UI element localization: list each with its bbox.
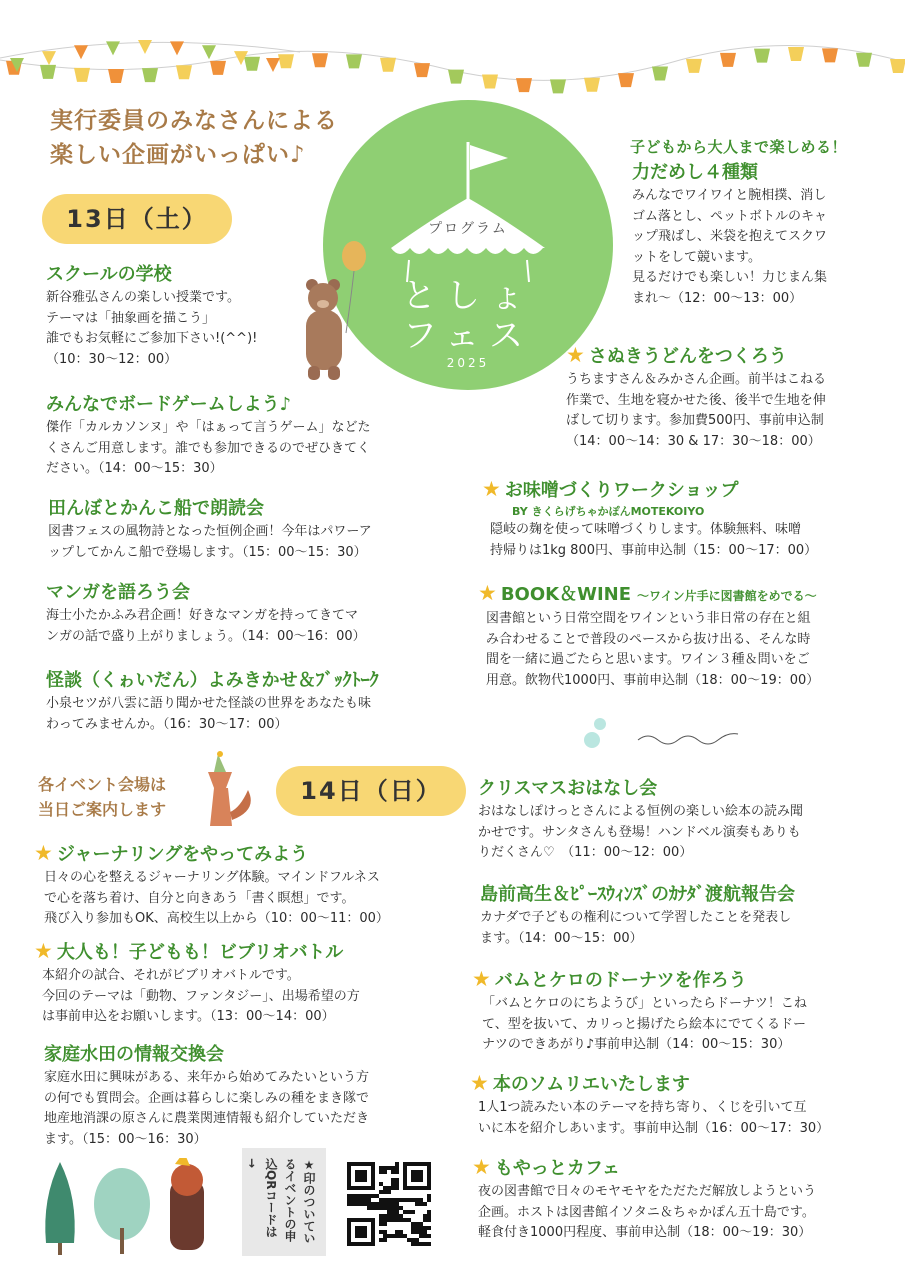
event-donut [472, 966, 887, 1056]
event-miso [482, 476, 882, 561]
bunting-flag [210, 61, 226, 75]
bunting-flag [142, 68, 158, 82]
venue-note [38, 772, 166, 822]
event-title [482, 476, 882, 504]
event-udon [566, 342, 886, 452]
bunting-flag [652, 66, 668, 80]
star-icon: ★ [34, 841, 53, 865]
bunting-flag [516, 78, 532, 92]
event-kwaidan [46, 668, 446, 735]
program-label: プログラム [428, 221, 508, 237]
event-title-text: BOOK＆WINE [500, 584, 632, 605]
bunting-flag [550, 79, 566, 93]
venue-note-line-2: 当日ご案内します [38, 800, 167, 819]
event-manga [46, 580, 446, 647]
event-title: クリスマスおはなし会 [478, 778, 658, 799]
star-icon: ★ [482, 477, 501, 501]
event-title-text: もやっとカフェ [494, 1158, 620, 1179]
bunting-flag [176, 65, 192, 79]
star-icon: ★ [470, 1071, 489, 1095]
bunting-flag [788, 47, 804, 61]
event-title-text: 大人も！子どもも！ビブリオバトル [56, 942, 344, 963]
bunting-flag [266, 58, 280, 72]
event-body: 傑作「カルカソンヌ」や「はぁって言うゲーム」などた くさんご用意します。誰でも参加できるのでぜひきてく ださい。（14：00〜15：30） [46, 420, 371, 476]
star-icon: ★ [472, 967, 491, 991]
event-title [472, 966, 887, 994]
day-14-label: 14日（日） [300, 777, 442, 805]
bunting-flag [312, 53, 328, 67]
bunting-flag [754, 49, 770, 63]
event-title [472, 1154, 892, 1182]
event-body: 図書館という日常空間をワインという非日常の存在と組 み合わせることで普段のペースから抜け出る、そんな時 間を一緒に過ごたらと思います。ワイン３種＆問いをご 用意。飲物代1000円、事前申込制（18：00〜19：00） [486, 611, 820, 688]
fox-illustration [200, 750, 260, 830]
event-title-text: さぬきうどんをつくろう [588, 346, 787, 367]
event-school [46, 262, 316, 370]
bunting-flag [278, 54, 294, 68]
event-title: みんなでボードゲームしよう♪ [46, 394, 292, 415]
bunting-flag [686, 59, 702, 73]
event-title: 家庭水田の情報交換会 [44, 1044, 224, 1065]
event-reading-boat [48, 496, 448, 563]
event-body: 1人1つ読みたい本のテーマを持ち寄り、くじを引いて互 いに本を紹介しあいます。事前申込制（16：00〜17：30） [478, 1100, 830, 1136]
star-icon: ★ [478, 581, 497, 605]
bunting-flag [202, 45, 216, 59]
event-title [34, 938, 444, 966]
bunting-flag [74, 45, 88, 59]
bunting-flag [244, 57, 260, 71]
event-title [470, 1070, 890, 1098]
bunting-flag [74, 68, 90, 82]
event-body: 海士小たかふみ君企画！好きなマンガを持ってきてマ ンガの話で盛り上がりましょう。（14：00〜16：00） [46, 608, 366, 644]
bunting-flag [40, 65, 56, 79]
event-title: 力だめし４種類 [632, 162, 758, 183]
venue-note-line-1: 各イベント会場は [38, 775, 167, 794]
bunting-flag [482, 75, 498, 89]
star-icon: ★ [472, 1155, 491, 1179]
event-moyatto-cafe [472, 1154, 892, 1244]
bunting-flags [0, 0, 905, 110]
event-body: 小泉セツが八雲に語り聞かせた怪談の世界をあなたも味 わってみませんか。（16：30〜17：00） [46, 696, 372, 732]
squiggle-decoration [578, 710, 758, 755]
header-line-1: 実行委員のみなさんによる [50, 108, 338, 134]
event-body: 「バムとケロのにちようび」といったらドーナツ！こね て、型を抜いて、カリっと揚げたら絵本にでてくるドー ナツのできあがり♪事前申込制（14：00〜15：30） [482, 996, 807, 1052]
event-canada-report [480, 882, 890, 949]
event-title [566, 342, 886, 370]
event-title [478, 580, 888, 609]
event-body: 日々の心を整えるジャーナリング体験。マインドフルネス で心を落ち着け、自分と向きあう「書く瞑想」です。 飛び入り参加もOK、高校生以上から（10：00〜11：00） [44, 870, 389, 926]
bunting-flag [108, 69, 124, 83]
event-title-text: ジャーナリングをやってみよう [56, 844, 309, 865]
right-tagline: 子どもから大人まで楽しめる！ [630, 138, 848, 156]
event-body: 図書フェスの風物詩となった恒例企画！今年はパワーア ップしてかんこ船で登場します。（15：00〜15：30） [48, 524, 372, 560]
event-title: 島前高生＆ﾋﾟｰｽｳｨﾝｽﾞのｶﾅﾀﾞ渡航報告会 [480, 884, 795, 905]
header-title [50, 104, 338, 172]
bunting-flag [346, 54, 362, 68]
qr-note-text: ★印のついているイベントの申込QRコードは→ [245, 1158, 316, 1244]
bunting-flag [448, 70, 464, 84]
event-title [34, 840, 444, 868]
event-body: 隠岐の麹を使って味噌づくりします。体験無料、味噌 持帰りは1kg 800円、事前申込制（15：00〜17：00） [490, 522, 818, 558]
bunting-flag [584, 78, 600, 92]
day-14-pill [276, 766, 466, 816]
tree-illustrations [38, 1158, 238, 1258]
qr-note-box [242, 1148, 326, 1256]
event-home-paddy [44, 1042, 444, 1150]
star-icon: ★ [566, 343, 585, 367]
event-sommelier [470, 1070, 890, 1139]
event-strength [632, 160, 887, 309]
bunting-flag [856, 53, 872, 67]
star-icon: ★ [34, 939, 53, 963]
program-year: 2025 [446, 356, 490, 370]
bunting-flag [414, 63, 430, 77]
event-boardgame [46, 392, 446, 480]
bunting-flag [618, 73, 634, 87]
event-body: 家庭水田に興味がある、来年から始めてみたいという方 の何でも質問会。企画は暮らしに楽しみの種をまき隊で 地産地消課の原さんに農業関連情報も紹介していただき ます。（15：00〜16：30） [44, 1070, 370, 1147]
event-title-text: バムとケロのドーナツを作ろう [494, 970, 747, 991]
event-journaling [34, 840, 444, 930]
bunting-flag [720, 53, 736, 67]
event-title: マンガを語ろう会 [46, 582, 190, 603]
bunting-flag [138, 40, 152, 54]
bunting-flag [42, 51, 56, 65]
program-title-1: としょ [402, 276, 534, 316]
event-by: BY きくらげちゃかぽんMOTEKOIYO [512, 505, 705, 518]
bunting-flag [822, 48, 838, 62]
event-body: みんなでワイワイと腕相撲、消し ゴム落とし、ペットボトルのキャ ップ飛ばし、米袋を抱えてスクワ ットをして競います。 見るだけでも楽しい！力じまん集 まれ〜（12：00〜13：00） [632, 188, 828, 306]
event-body: おはなしぽけっとさんによる恒例の楽しい絵本の読み聞 かせです。サンタさんも登場！ハンドベル演奏もありも りだくさん♡ （11：00〜12：00） [478, 804, 804, 860]
day-13-label: 13日（土） [66, 205, 208, 233]
event-bibliobattle [34, 938, 444, 1028]
event-title-text: お味噌づくりワークショップ [504, 480, 739, 501]
qr-code[interactable] [343, 1158, 435, 1250]
event-book-wine [478, 580, 888, 691]
event-title-text: 本のソムリエいたします [492, 1074, 690, 1095]
event-body: 新谷雅弘さんの楽しい授業です。 テーマは「抽象画を描こう」 誰でもお気軽にご参加下さい!(^^)! （10：30〜12：00） [46, 290, 258, 367]
bunting-flag [106, 41, 120, 55]
header-line-2: 楽しい企画がいっぱい♪ [50, 142, 306, 168]
day-13-pill [42, 194, 232, 244]
bunting-flag [170, 41, 184, 55]
event-body: うちますさん＆みかさん企画。前半はこねる 作業で、生地を寝かせた後、後半で生地を伸 ばして切ります。参加費500円、事前申込制 （14：00〜14：30 & 17：30〜18：00） [566, 372, 827, 449]
event-title-sub: 〜ワイン片手に図書館をめでる〜 [637, 589, 817, 603]
event-title: 田んぼとかんこ船で朗読会 [48, 498, 264, 519]
bunting-flag [380, 58, 396, 72]
event-title: 怪談（くゎいだん）よみきかせ＆ﾌﾞｯｸﾄｰｸ [46, 670, 379, 691]
bunting-flag [890, 59, 905, 73]
event-christmas [478, 776, 888, 864]
event-title: スクールの学校 [46, 264, 172, 285]
program-title-2: フェス [402, 316, 534, 356]
event-body: カナダで子どもの権利について学習したことを発表し ます。（14：00〜15：00） [480, 910, 792, 946]
event-body: 本紹介の試合、それがビブリオバトルです。 今回のテーマは「動物、ファンタジー」、出場希望の方 は事前申込をお願いします。（13：00〜14：00） [42, 968, 360, 1024]
event-body: 夜の図書館で日々のモヤモヤをただただ解放しようという 企画。ホストは図書館イソタニ＆ちゃかぽん五十島です。 軽食付き1000円程度、事前申込制（18：00〜19：30） [478, 1184, 817, 1240]
